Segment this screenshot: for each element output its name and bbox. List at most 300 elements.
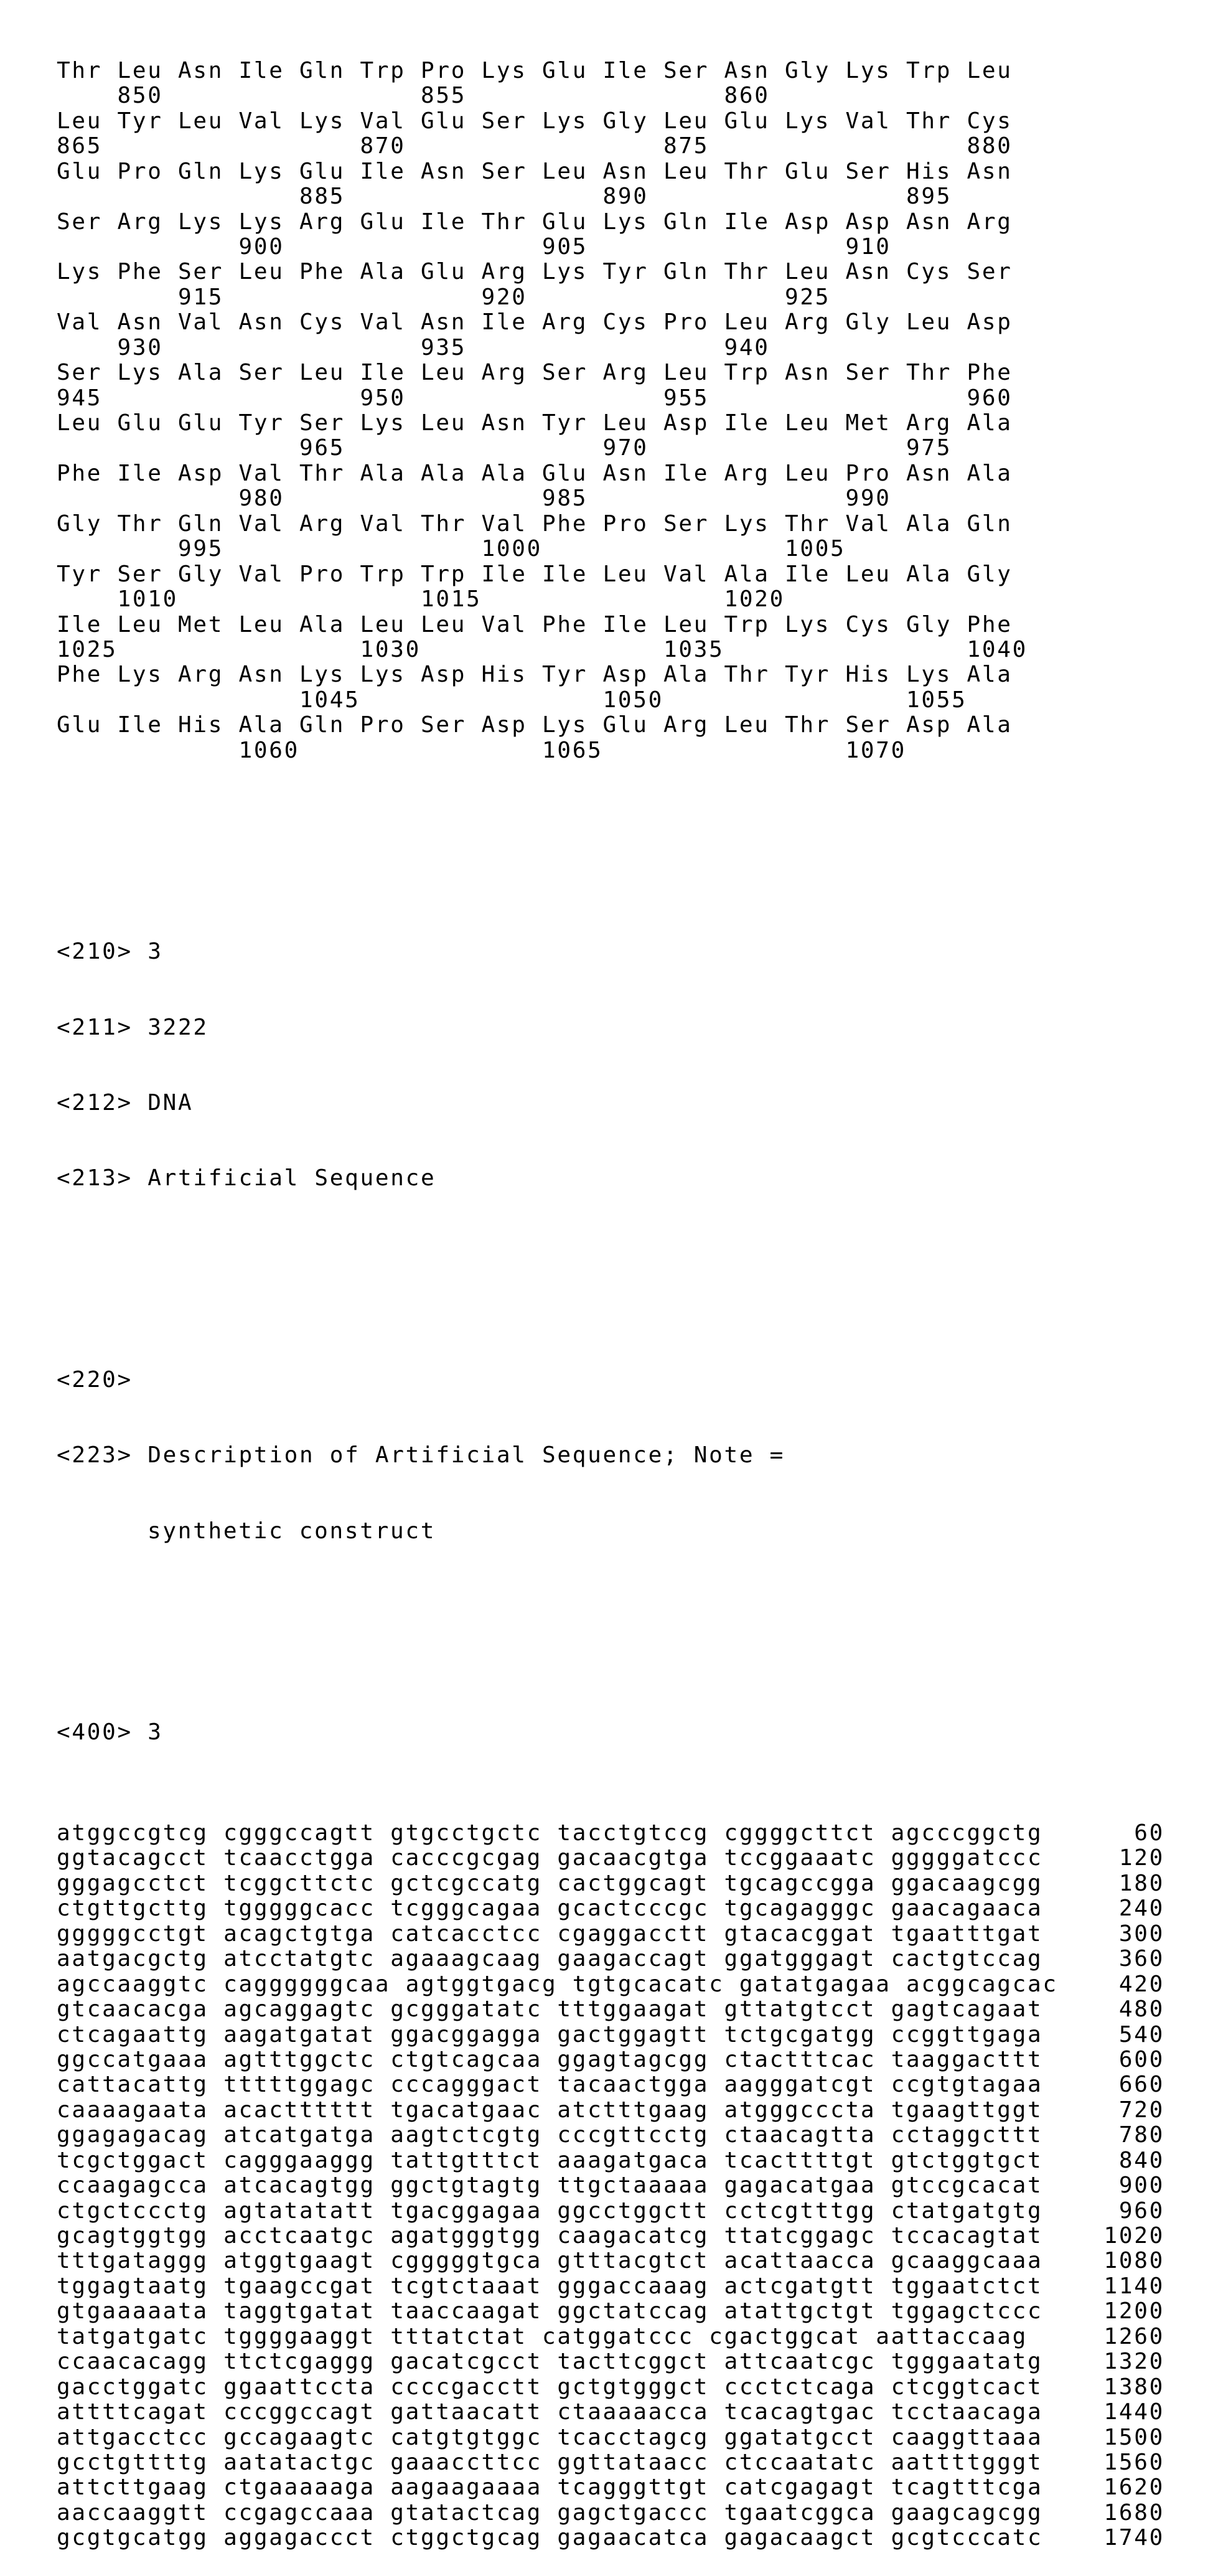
- length-line: [57, 1015, 1058, 1040]
- residue-position-number: 1045: [299, 687, 360, 713]
- residue-position-number: 980: [238, 486, 284, 512]
- nucleotide-group: tacaactgga: [557, 2072, 710, 2098]
- nucleotide-group: tgaagccgat: [223, 2273, 375, 2299]
- nucleotide-group: aagatgatat: [223, 2021, 375, 2047]
- nucleotide-group: aaccaaggtt: [57, 2499, 208, 2526]
- amino-acid-residue: Phe: [57, 460, 103, 486]
- nucleotide-group: attgacctcc: [57, 2424, 208, 2450]
- nucleotide-position-number: 1620: [1103, 2475, 1164, 2501]
- amino-acid-residue: Tyr: [117, 108, 163, 134]
- amino-acid-residue: Cys: [845, 611, 891, 637]
- nucleotide-position-number: 480: [1118, 1996, 1164, 2023]
- amino-acid-residue: Lys: [724, 510, 770, 537]
- amino-acid-residue: Gln: [178, 510, 224, 537]
- protein-residue-line: [57, 210, 1058, 235]
- amino-acid-residue: Val: [845, 108, 891, 134]
- nucleotide-group: tttggaagat: [557, 1996, 710, 2023]
- nucleotide-position-number: 1260: [1103, 2323, 1164, 2349]
- dna-sequence-line: [57, 2475, 1164, 2501]
- nucleotide-group: tcgtctaaat: [390, 2273, 542, 2299]
- amino-acid-residue: Val: [238, 510, 284, 537]
- nucleotide-group: ggacggagga: [390, 2021, 542, 2047]
- nucleotide-group: cccagggact: [390, 2072, 542, 2098]
- nucleotide-group: cctcgtttgg: [724, 2198, 876, 2224]
- seq-id-value: 3: [148, 939, 163, 965]
- nucleotide-group: ctgaaaaaga: [223, 2475, 375, 2501]
- amino-acid-residue: Gly: [967, 561, 1013, 587]
- dna-sequence-line: [57, 2173, 1164, 2199]
- dna-sequence-line: [57, 2046, 1164, 2072]
- amino-acid-residue: Ser: [481, 158, 527, 184]
- amino-acid-residue: Ser: [663, 510, 710, 537]
- amino-acid-residue: Gly: [785, 57, 831, 83]
- nucleotide-position-number: 1320: [1103, 2349, 1164, 2375]
- organism-value: Artificial Sequence: [148, 1165, 436, 1192]
- dna-sequence-line: [57, 2147, 1164, 2173]
- nucleotide-group: gcagtggtgg: [57, 2223, 208, 2249]
- amino-acid-residue: Pro: [421, 57, 467, 83]
- protein-residue-line: [57, 310, 1058, 335]
- amino-acid-residue: Glu: [785, 158, 831, 184]
- nucleotide-group: catcgagagt: [724, 2475, 876, 2501]
- residue-position-number: 945: [57, 385, 103, 411]
- residue-position-number: 975: [906, 435, 952, 461]
- amino-acid-residue: Asn: [421, 158, 467, 184]
- nucleotide-position-number: 180: [1118, 1870, 1164, 1896]
- amino-acid-residue: Val: [238, 108, 284, 134]
- amino-acid-residue: Leu: [421, 410, 467, 436]
- amino-acid-residue: Tyr: [542, 410, 588, 436]
- amino-acid-residue: Gln: [299, 712, 345, 738]
- amino-acid-residue: Arg: [299, 209, 345, 235]
- amino-acid-residue: Cys: [906, 259, 952, 285]
- amino-acid-residue: Asn: [906, 460, 952, 486]
- nucleotide-group: catgtgtggc: [390, 2424, 542, 2450]
- nucleotide-group: aatatactgc: [223, 2449, 375, 2475]
- nucleotide-group: agcccggctg: [891, 1820, 1043, 1846]
- residue-position-number: 900: [238, 233, 284, 260]
- amino-acid-residue: Asn: [481, 410, 527, 436]
- nucleotide-position-number: 960: [1118, 2198, 1164, 2224]
- nucleotide-group: tgaagttggt: [891, 2097, 1043, 2123]
- residue-position-number: 955: [663, 385, 710, 411]
- residue-position-number: 925: [784, 284, 831, 310]
- nucleotide-position-number: 840: [1118, 2147, 1164, 2173]
- protein-residue-line: [57, 713, 1058, 738]
- amino-acid-residue: Lys: [542, 108, 588, 134]
- nucleotide-group: gggggcctgt: [57, 1920, 208, 1947]
- nucleotide-group: gtctggtgct: [891, 2147, 1043, 2173]
- dna-sequence-line: [57, 2248, 1164, 2274]
- nucleotide-group: tgtgcacatc: [572, 1971, 724, 1997]
- nucleotide-group: cacccgcgag: [390, 1845, 542, 1871]
- nucleotide-group: ctaaaaacca: [557, 2399, 710, 2425]
- amino-acid-residue: His: [481, 662, 527, 688]
- amino-acid-residue: Ile: [785, 561, 831, 587]
- nucleotide-group: tgcagccgga: [724, 1870, 876, 1896]
- nucleotide-position-number: 1080: [1103, 2248, 1164, 2274]
- amino-acid-residue: Ala: [178, 360, 224, 386]
- amino-acid-residue: Ala: [967, 410, 1013, 436]
- sequence-tag: <400>: [57, 1719, 133, 1746]
- dna-sequence-line: [57, 1971, 1164, 1997]
- nucleotide-group: cactggcagt: [557, 1870, 710, 1896]
- nucleotide-group: gagacatgaa: [724, 2173, 876, 2199]
- amino-acid-residue: Pro: [845, 460, 891, 486]
- amino-acid-residue: Ser: [542, 360, 588, 386]
- amino-acid-residue: Ala: [967, 460, 1013, 486]
- residue-position-number: 870: [360, 133, 406, 159]
- residue-position-number: 935: [420, 334, 467, 360]
- residue-position-number: 960: [967, 385, 1013, 411]
- amino-acid-residue: Leu: [845, 561, 891, 587]
- amino-acid-residue: Leu: [724, 712, 770, 738]
- amino-acid-residue: Cys: [602, 309, 649, 336]
- amino-acid-residue: Trp: [724, 360, 770, 386]
- nucleotide-position-number: 1140: [1103, 2273, 1164, 2299]
- amino-acid-residue: Lys: [57, 259, 103, 285]
- amino-acid-residue: Asp: [421, 662, 467, 688]
- residue-position-number: 950: [360, 385, 406, 411]
- nucleotide-position-number: 360: [1118, 1946, 1164, 1972]
- nucleotide-group: tgaatcggca: [724, 2499, 876, 2526]
- dna-sequence-line: [57, 2374, 1164, 2400]
- amino-acid-residue: Glu: [117, 410, 163, 436]
- amino-acid-residue: Arg: [178, 662, 224, 688]
- amino-acid-residue: Asn: [967, 158, 1013, 184]
- nucleotide-group: tcggcttctc: [223, 1870, 375, 1896]
- residue-position-number: 1050: [602, 687, 663, 713]
- amino-acid-residue: Ser: [238, 360, 284, 386]
- amino-acid-residue: Val: [57, 309, 103, 336]
- type-line: [57, 1091, 1058, 1116]
- protein-numbering-line: [57, 134, 1058, 159]
- nucleotide-position-number: 900: [1118, 2173, 1164, 2199]
- amino-acid-residue: Leu: [663, 360, 710, 386]
- seq-id-tag: <210>: [57, 939, 133, 965]
- nucleotide-position-number: 540: [1118, 2021, 1164, 2047]
- amino-acid-residue: Ser: [967, 259, 1013, 285]
- dna-sequence-line: [57, 2223, 1164, 2249]
- nucleotide-position-number: 1020: [1103, 2223, 1164, 2249]
- nucleotide-group: aggagaccct: [223, 2525, 375, 2551]
- dna-sequence-line: [57, 2424, 1164, 2450]
- amino-acid-residue: Ser: [299, 410, 345, 436]
- amino-acid-residue: Glu: [360, 209, 406, 235]
- amino-acid-residue: Leu: [421, 611, 467, 637]
- amino-acid-residue: Val: [178, 309, 224, 336]
- amino-acid-residue: Ala: [663, 662, 710, 688]
- nucleotide-position-number: 1200: [1103, 2298, 1164, 2325]
- amino-acid-residue: Ser: [481, 108, 527, 134]
- organism-line: [57, 1166, 1058, 1191]
- nucleotide-group: ggagtagcgg: [557, 2046, 710, 2072]
- seq-id-line: [57, 939, 1058, 964]
- nucleotide-group: atctttgaag: [557, 2097, 710, 2123]
- amino-acid-residue: Leu: [663, 108, 710, 134]
- residue-position-number: 880: [967, 133, 1013, 159]
- amino-acid-residue: Lys: [360, 410, 406, 436]
- nucleotide-group: gaagcagcgg: [891, 2499, 1043, 2526]
- nucleotide-group: cgaggacctt: [557, 1920, 710, 1947]
- amino-acid-residue: Leu: [967, 57, 1013, 83]
- nucleotide-group: ctgttgcttg: [57, 1896, 208, 1922]
- amino-acid-residue: Thr: [421, 510, 467, 537]
- amino-acid-residue: Glu: [421, 108, 467, 134]
- amino-acid-residue: Ile: [421, 209, 467, 235]
- protein-numbering-line: [57, 336, 1058, 360]
- nucleotide-group: attcttgaag: [57, 2475, 208, 2501]
- nucleotide-group: tgggggcacc: [223, 1896, 375, 1922]
- amino-acid-residue: Ala: [421, 460, 467, 486]
- dna-sequence-line: [57, 2097, 1164, 2123]
- protein-residue-line: [57, 662, 1058, 687]
- protein-residue-line: [57, 59, 1058, 83]
- sequence-header-line: [57, 1720, 1058, 1745]
- nucleotide-group: gatatgagaa: [739, 1971, 891, 1997]
- amino-acid-residue: Lys: [117, 360, 163, 386]
- amino-acid-residue: Leu: [542, 158, 588, 184]
- dna-sequence-line: [57, 2399, 1164, 2425]
- amino-acid-residue: Ile: [360, 360, 406, 386]
- amino-acid-residue: Ser: [845, 360, 891, 386]
- residue-position-number: 1005: [784, 536, 846, 562]
- nucleotide-group: gcactcccgc: [557, 1896, 710, 1922]
- amino-acid-residue: Tyr: [238, 410, 284, 436]
- amino-acid-residue: Ala: [238, 712, 284, 738]
- nucleotide-group: tttttggagc: [223, 2072, 375, 2098]
- protein-residue-line: [57, 512, 1058, 537]
- amino-acid-residue: Ala: [360, 460, 406, 486]
- nucleotide-group: acattaacca: [724, 2248, 876, 2274]
- amino-acid-residue: Thr: [724, 259, 770, 285]
- nucleotide-group: agccaaggtc: [57, 1971, 208, 1997]
- amino-acid-residue: Gln: [299, 57, 345, 83]
- nucleotide-group: acctcaatgc: [223, 2223, 375, 2249]
- protein-numbering-line: [57, 738, 1058, 763]
- amino-acid-residue: Glu: [602, 712, 649, 738]
- amino-acid-residue: Asn: [178, 57, 224, 83]
- residue-position-number: 985: [541, 486, 588, 512]
- amino-acid-residue: Lys: [238, 209, 284, 235]
- type-value: DNA: [148, 1090, 194, 1116]
- nucleotide-group: ctcagaattg: [57, 2021, 208, 2047]
- residue-position-number: 965: [299, 435, 345, 461]
- nucleotide-group: gcctgttttg: [57, 2449, 208, 2475]
- amino-acid-residue: Thr: [724, 158, 770, 184]
- nucleotide-group: gcgtgcatgg: [57, 2525, 208, 2551]
- residue-position-number: 890: [602, 184, 649, 210]
- nucleotide-group: ttatcggagc: [724, 2223, 876, 2249]
- amino-acid-residue: Arg: [117, 209, 163, 235]
- nucleotide-position-number: 420: [1118, 1971, 1164, 1997]
- amino-acid-residue: Pro: [117, 158, 163, 184]
- nucleotide-group: ggccatgaaa: [57, 2046, 208, 2072]
- residue-position-number: 885: [299, 184, 345, 210]
- amino-acid-residue: Glu: [724, 108, 770, 134]
- amino-acid-residue: Arg: [724, 460, 770, 486]
- nucleotide-group: ggaattccta: [223, 2374, 375, 2400]
- sequence-number: 3: [148, 1719, 163, 1746]
- residue-position-number: 1000: [481, 536, 542, 562]
- nucleotide-group: gctgtgggct: [557, 2374, 710, 2400]
- nucleotide-group: atcatgatga: [223, 2122, 375, 2148]
- nucleotide-group: ggtacagcct: [57, 1845, 208, 1871]
- nucleotide-group: caggggggcaa: [223, 1971, 391, 1997]
- nucleotide-group: gaacagaaca: [891, 1896, 1043, 1922]
- nucleotide-group: aagggatcgt: [724, 2072, 876, 2098]
- amino-acid-residue: Val: [360, 309, 406, 336]
- nucleotide-group: tgcagagggc: [724, 1896, 876, 1922]
- amino-acid-residue: Ala: [724, 561, 770, 587]
- nucleotide-group: ggagagacag: [57, 2122, 208, 2148]
- amino-acid-residue: Met: [178, 611, 224, 637]
- residue-position-number: 905: [541, 233, 588, 260]
- nucleotide-group: gtatactcag: [390, 2499, 542, 2526]
- nucleotide-group: ccctctcaga: [724, 2374, 876, 2400]
- nucleotide-group: ggatatgcct: [724, 2424, 876, 2450]
- amino-acid-residue: Leu: [663, 158, 710, 184]
- amino-acid-residue: Trp: [906, 57, 952, 83]
- nucleotide-group: agtggtgacg: [405, 1971, 558, 1997]
- amino-acid-residue: Leu: [906, 309, 952, 336]
- nucleotide-group: tcagggttgt: [557, 2475, 710, 2501]
- amino-acid-residue: Lys: [602, 209, 649, 235]
- amino-acid-residue: Val: [481, 510, 527, 537]
- residue-position-number: 1070: [845, 737, 906, 763]
- nucleotide-group: gagacaagct: [724, 2525, 876, 2551]
- nucleotide-position-number: 1740: [1103, 2525, 1164, 2551]
- protein-residue-line: [57, 411, 1058, 436]
- amino-acid-residue: Asn: [602, 158, 649, 184]
- amino-acid-residue: Trp: [360, 57, 406, 83]
- dna-sequence-line: [57, 1946, 1164, 1972]
- nucleotide-group: tcctaacaga: [891, 2399, 1043, 2425]
- nucleotide-group: atggccgtcg: [57, 1820, 208, 1846]
- nucleotide-group: caaggttaaa: [891, 2424, 1043, 2450]
- amino-acid-residue: Glu: [57, 158, 103, 184]
- nucleotide-group: catcacctcc: [390, 1920, 542, 1947]
- residue-position-number: 1015: [420, 586, 482, 613]
- nucleotide-group: acggcagcac: [906, 1971, 1058, 1997]
- nucleotide-group: cccggccagt: [223, 2399, 375, 2425]
- amino-acid-residue: Phe: [57, 662, 103, 688]
- amino-acid-residue: Thr: [785, 510, 831, 537]
- protein-numbering-line: [57, 587, 1058, 612]
- amino-acid-residue: Ile: [117, 712, 163, 738]
- nucleotide-group: cagggaaggg: [223, 2147, 375, 2173]
- dna-sequence-line: [57, 1820, 1164, 1846]
- protein-residue-line: [57, 260, 1058, 284]
- amino-acid-residue: Asn: [785, 360, 831, 386]
- amino-acid-residue: Phe: [299, 259, 345, 285]
- amino-acid-residue: Tyr: [602, 259, 649, 285]
- amino-acid-residue: Arg: [602, 360, 649, 386]
- amino-acid-residue: Lys: [481, 57, 527, 83]
- nucleotide-group: gacatcgcct: [390, 2349, 542, 2375]
- nucleotide-group: tccacagtat: [891, 2223, 1043, 2249]
- amino-acid-residue: Leu: [178, 108, 224, 134]
- amino-acid-residue: Val: [360, 510, 406, 537]
- dna-sequence-line: [57, 2449, 1164, 2475]
- nucleotide-group: gcaaggcaaa: [891, 2248, 1043, 2274]
- amino-acid-residue: His: [178, 712, 224, 738]
- nucleotide-group: tacttcggct: [557, 2349, 710, 2375]
- amino-acid-residue: Leu: [299, 360, 345, 386]
- amino-acid-residue: Asp: [602, 662, 649, 688]
- amino-acid-residue: Leu: [785, 410, 831, 436]
- nucleotide-position-number: 1380: [1103, 2374, 1164, 2400]
- amino-acid-residue: Phe: [117, 259, 163, 285]
- nucleotide-group: acactttttt: [223, 2097, 375, 2123]
- amino-acid-residue: Leu: [238, 611, 284, 637]
- protein-numbering-line: [57, 235, 1058, 260]
- nucleotide-group: tccggaaatc: [724, 1845, 876, 1871]
- dna-sequence-line: [57, 2122, 1164, 2148]
- amino-acid-residue: Phe: [542, 611, 588, 637]
- amino-acid-residue: Lys: [542, 712, 588, 738]
- residue-position-number: 1010: [117, 586, 178, 613]
- nucleotide-position-number: 600: [1118, 2046, 1164, 2072]
- amino-acid-residue: Tyr: [542, 662, 588, 688]
- nucleotide-group: attcaatcgc: [724, 2349, 876, 2375]
- nucleotide-group: agtatatatt: [223, 2198, 375, 2224]
- amino-acid-residue: His: [845, 662, 891, 688]
- amino-acid-residue: Ile: [238, 57, 284, 83]
- protein-numbering-line: [57, 386, 1058, 411]
- amino-acid-residue: Asn: [724, 57, 770, 83]
- amino-acid-residue: Asp: [967, 309, 1013, 336]
- nucleotide-group: ggttataacc: [557, 2449, 710, 2475]
- nucleotide-group: cgactggcat: [709, 2323, 861, 2349]
- residue-position-number: 875: [663, 133, 710, 159]
- nucleotide-group: agaaagcaag: [390, 1946, 542, 1972]
- amino-acid-residue: Leu: [602, 561, 649, 587]
- amino-acid-residue: Leu: [724, 309, 770, 336]
- residue-position-number: 865: [57, 133, 103, 159]
- amino-acid-residue: Asn: [602, 460, 649, 486]
- amino-acid-residue: Ile: [360, 158, 406, 184]
- nucleotide-position-number: 780: [1118, 2122, 1164, 2148]
- amino-acid-residue: Thr: [906, 108, 952, 134]
- amino-acid-residue: Ser: [845, 158, 891, 184]
- nucleotide-group: tcagtttcga: [891, 2475, 1043, 2501]
- nucleotide-group: gactggagtt: [557, 2021, 710, 2047]
- nucleotide-group: ggctatccag: [557, 2298, 710, 2325]
- nucleotide-group: cggggcttct: [724, 1820, 876, 1846]
- residue-position-number: 995: [178, 536, 224, 562]
- amino-acid-residue: Asn: [845, 259, 891, 285]
- residue-position-number: 970: [602, 435, 649, 461]
- amino-acid-residue: Ile: [542, 561, 588, 587]
- amino-acid-residue: Ser: [421, 712, 467, 738]
- amino-acid-residue: Ile: [602, 57, 649, 83]
- nucleotide-group: cgggggtgca: [390, 2248, 542, 2274]
- nucleotide-group: gtcaacacga: [57, 1996, 208, 2023]
- nucleotide-group: taggtgatat: [223, 2298, 375, 2325]
- protein-numbering-line: [57, 184, 1058, 209]
- nucleotide-group: ctgctccctg: [57, 2198, 208, 2224]
- amino-acid-residue: Leu: [57, 108, 103, 134]
- amino-acid-residue: Ile: [117, 460, 163, 486]
- nucleotide-group: gtgaaaaata: [57, 2298, 208, 2325]
- nucleotide-position-number: 120: [1118, 1845, 1164, 1871]
- nucleotide-group: gacctggatc: [57, 2374, 208, 2400]
- nucleotide-group: gattaacatt: [390, 2399, 542, 2425]
- amino-acid-residue: Gly: [906, 611, 952, 637]
- nucleotide-group: ccaagagcca: [57, 2173, 208, 2199]
- organism-tag: <213>: [57, 1165, 133, 1192]
